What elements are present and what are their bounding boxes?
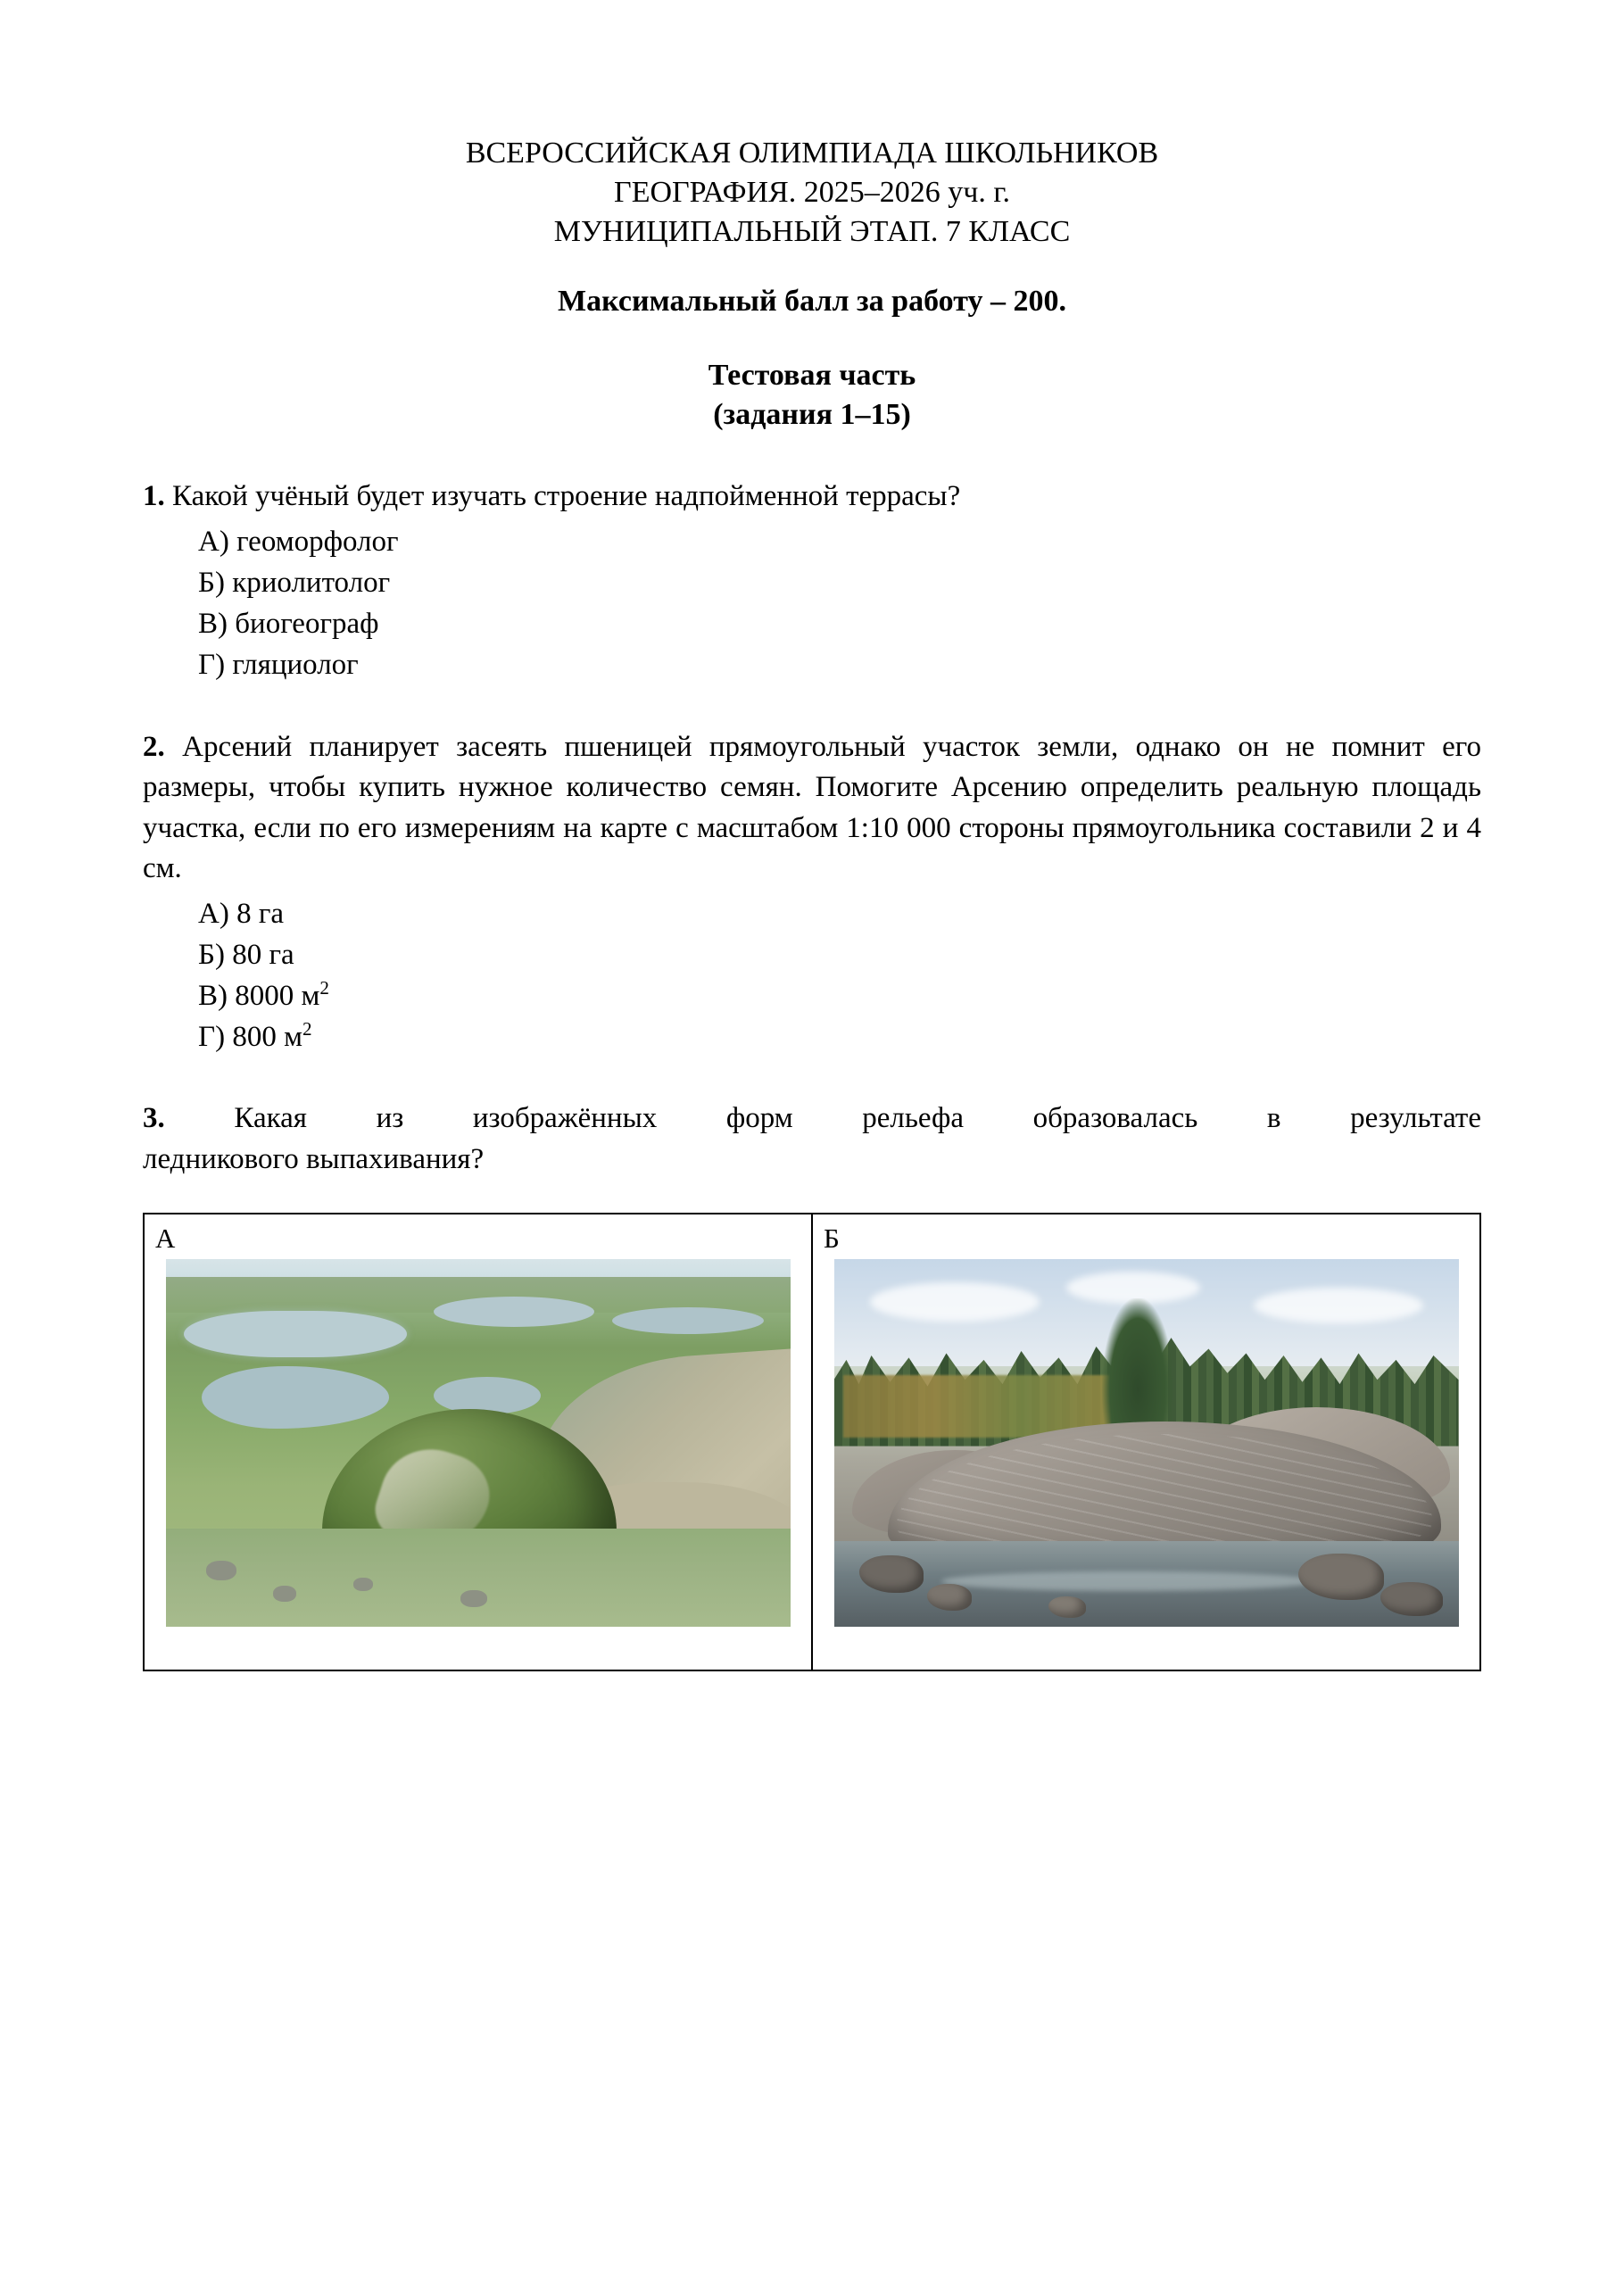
question-3-line-2: ледникового выпахивания? [143, 1143, 485, 1175]
question-1-option-g[interactable]: Г) гляциолог [198, 649, 359, 682]
photo-a-lake [184, 1311, 407, 1357]
question-1-option-v[interactable]: В) биогеограф [198, 608, 379, 641]
figure-a-label: А [155, 1222, 176, 1254]
photo-b-cloud [1254, 1288, 1423, 1323]
question-2 [143, 727, 1481, 1058]
question-2-option-g-sup: 2 [302, 1018, 312, 1040]
document-header [143, 134, 1481, 253]
question-2-option-b-text: Б) 80 га [198, 938, 294, 971]
photo-a-lake [612, 1307, 764, 1334]
figure-row [144, 1214, 1480, 1670]
question-3-line-1 [143, 1098, 1481, 1140]
question-2-option-a[interactable] [143, 893, 1481, 934]
question-1-option-a[interactable]: А) геоморфолог [198, 525, 399, 558]
photo-a-lake [202, 1366, 389, 1429]
question-2-option-v-sup: 2 [319, 977, 329, 999]
question-2-text: Арсений планирует засеять пшеницей прямоугольный участок земли, однако он не помнит его размеры, чтобы купить нужное количество семян. Помогите Арсению определить реальную площадь участка, если по его измерениям на карте с масштабом 1:10 000 стороны прямоугольника составили 2 и 4 см. [143, 730, 1481, 885]
photo-a-boulder [460, 1590, 487, 1607]
header-line-stage-grade: МУНИЦИПАЛЬНЫЙ ЭТАП. 7 КЛАСС [553, 215, 1071, 249]
question-1-text: Какой учёный будет изучать строение надпойменной террасы? [172, 480, 961, 513]
photo-b-cloud [870, 1282, 1040, 1322]
question-3-figures [143, 1213, 1481, 1671]
question-2-number: 2. [143, 730, 165, 763]
question-2-option-g-text: Г) 800 м [198, 1021, 302, 1054]
question-1-number: 1. [143, 480, 165, 513]
figure-cell-a [144, 1214, 812, 1670]
photo-a-foreground-tundra [166, 1529, 791, 1627]
photo-a-boulder [353, 1578, 373, 1591]
question-1-options [143, 521, 1481, 686]
question-1-option-b[interactable]: Б) криолитолог [198, 567, 391, 600]
photo-b-boulder [1048, 1596, 1086, 1618]
figure-b-photo [834, 1259, 1459, 1627]
photo-a-boulder [206, 1561, 236, 1580]
question-2-option-v-text: В) 8000 м [198, 980, 320, 1013]
max-score-line: Максимальный балл за работу – 200. [558, 284, 1066, 318]
figure-cell-b [812, 1214, 1480, 1670]
question-2-option-v[interactable] [143, 975, 1481, 1016]
question-3-text-first-line: Какая из изображённых форм рельефа образовалась в результате [234, 1102, 1482, 1135]
section-title-range: (задания 1–15) [713, 398, 911, 432]
figure-b-label: Б [824, 1222, 840, 1254]
section-title [143, 356, 1481, 436]
question-2-option-a-text: А) 8 га [198, 897, 285, 930]
question-1 [143, 477, 1481, 685]
question-3 [143, 1098, 1481, 1180]
question-3-number: 3. [143, 1102, 165, 1135]
photo-b-water-reflection [941, 1571, 1316, 1591]
section-title-main: Тестовая часть [708, 358, 916, 392]
question-2-option-b[interactable] [143, 934, 1481, 975]
header-line-olympiad: ВСЕРОССИЙСКАЯ ОЛИМПИАДА ШКОЛЬНИКОВ [465, 137, 1159, 170]
figure-a-photo [166, 1259, 791, 1627]
question-2-option-g[interactable] [143, 1016, 1481, 1057]
photo-a-lake [434, 1297, 594, 1327]
photo-a-lake [434, 1377, 541, 1414]
photo-a-boulder [273, 1586, 296, 1602]
question-2-options [143, 893, 1481, 1058]
header-line-subject-year: ГЕОГРАФИЯ. 2025–2026 уч. г. [614, 176, 1010, 210]
